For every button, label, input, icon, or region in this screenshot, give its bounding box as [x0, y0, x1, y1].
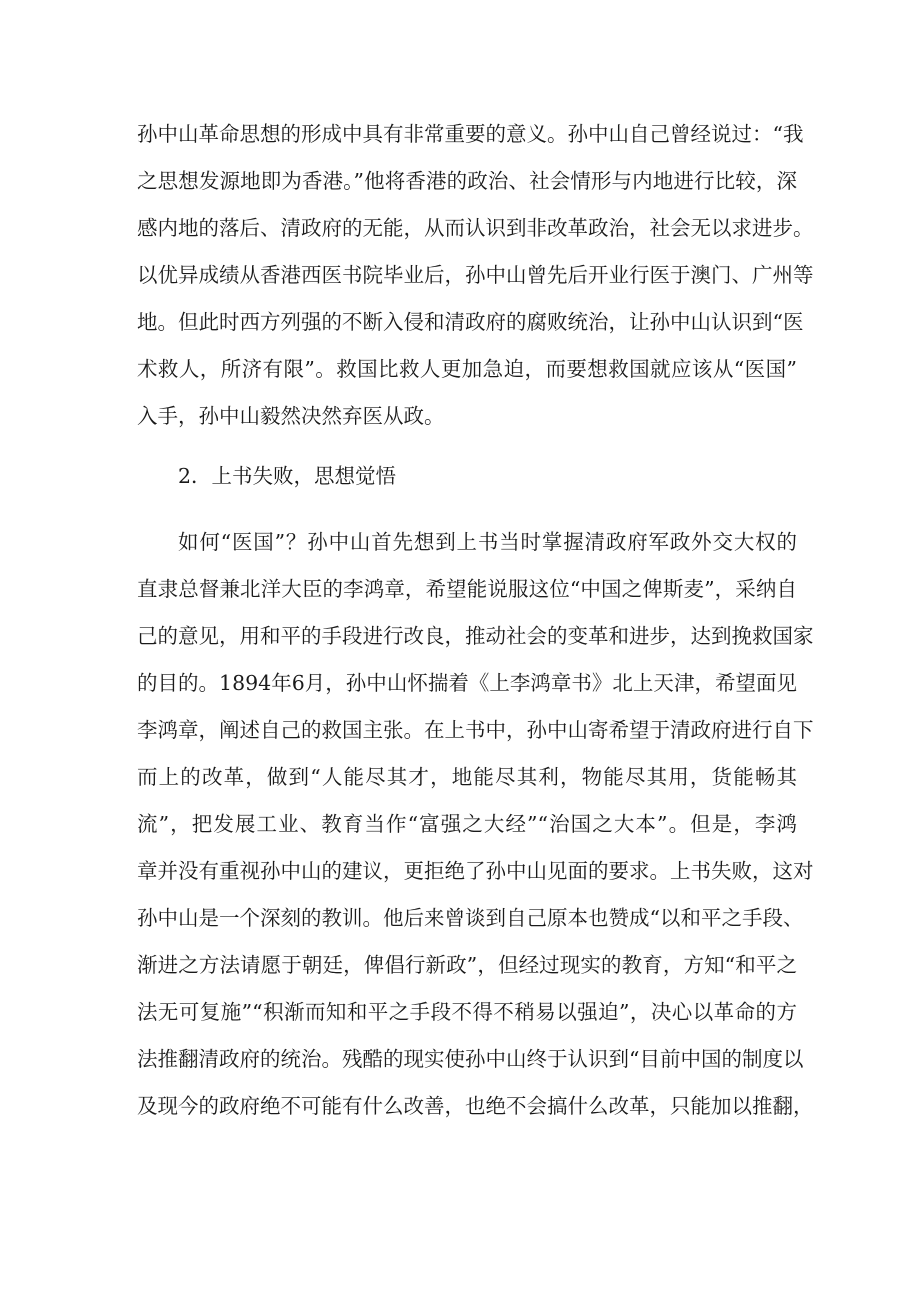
text-line: 及现今的政府绝不可能有什么改善，也绝不会搞什么改革，只能加以推翻， — [137, 1094, 814, 1118]
text-line: 术救人，所济有限”。救国比救人更加急迫，而要想救国就应该从“医国” — [137, 357, 797, 381]
text-line: 章并没有重视孙中山的建议，更拒绝了孙中山见面的要求。上书失败，这对 — [137, 859, 814, 883]
text-line: 己的意见，用和平的手段进行改良，推动社会的变革和进步，达到挽救国家 — [137, 624, 814, 648]
text-line: 直隶总督兼北洋大臣的李鸿章，希望能说服这位“中国之俾斯麦”，采纳自 — [137, 577, 797, 601]
text-line: 渐进之方法请愿于朝廷，俾倡行新政”，但经过现实的教育，方知“和平之 — [137, 953, 797, 977]
text-line: 李鸿章，阐述自己的救国主张。在上书中，孙中山寄希望于清政府进行自下 — [137, 718, 814, 742]
text-line: 以优异成绩从香港西医书院毕业后，孙中山曾先后开业行医于澳门、广州等 — [137, 263, 814, 287]
text-line: 之思想发源地即为香港。”他将香港的政治、社会情形与内地进行比较，深 — [137, 169, 797, 193]
text-line: 如何“医国”？孙中山首先想到上书当时掌握清政府军政外交大权的 — [178, 530, 797, 554]
text-line: 感内地的落后、清政府的无能，从而认识到非改革政治，社会无以求进步。 — [137, 216, 814, 240]
text-line: 入手，孙中山毅然决然弃医从政。 — [137, 404, 445, 428]
text-line: 的目的。1894年6月，孙中山怀揣着《上李鸿章书》北上天津，希望面见 — [137, 671, 797, 695]
text-line: 孙中山革命思想的形成中具有非常重要的意义。孙中山自己曾经说过：“我 — [137, 122, 804, 146]
section-heading: 2．上书失败，思想觉悟 — [178, 464, 397, 488]
text-line: 而上的改革，做到“人能尽其才，地能尽其利，物能尽其用，货能畅其 — [137, 765, 797, 789]
text-line: 孙中山是一个深刻的教训。他后来曾谈到自己原本也赞成“以和平之手段、 — [137, 906, 804, 930]
text-line: 流”，把发展工业、教育当作“富强之大经”“治国之大本”。但是，李鸿 — [137, 812, 797, 836]
text-line: 法无可复施”“积渐而知和平之手段不得不稍易以强迫”，决心以革命的方 — [137, 1000, 797, 1024]
text-line: 地。但此时西方列强的不断入侵和清政府的腐败统治，让孙中山认识到“医 — [137, 310, 804, 334]
text-line: 法推翻清政府的统治。残酷的现实使孙中山终于认识到“目前中国的制度以 — [137, 1047, 804, 1071]
